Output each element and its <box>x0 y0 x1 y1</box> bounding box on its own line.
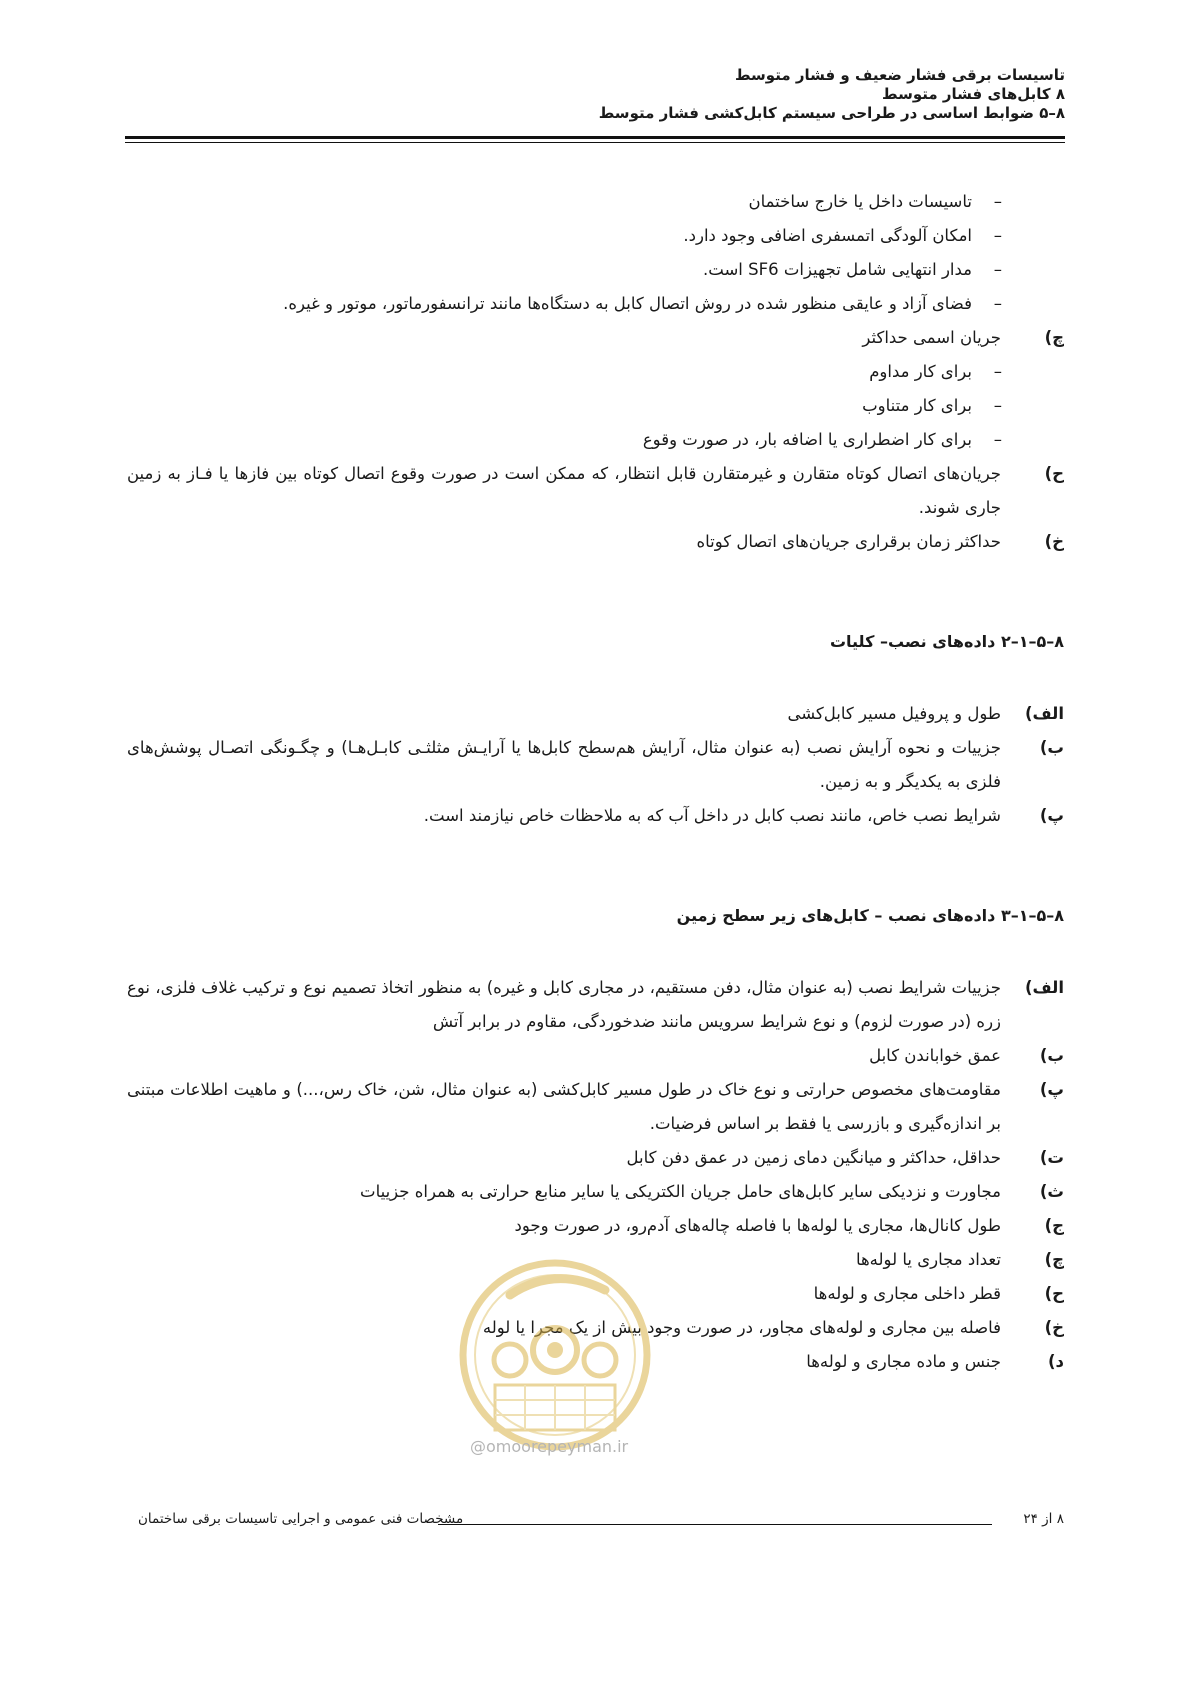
header-rule-thin <box>125 142 1065 143</box>
section-heading: ۸–۵–۱–۲ داده‌های نصب– کلیات <box>829 632 1064 651</box>
dash-item <box>127 287 1064 321</box>
footer-title: مشخصات فنی عمومی و اجرایی تاسیسات برقی ساختمان <box>138 1511 464 1527</box>
list-marker: ح) <box>1044 1284 1064 1303</box>
header-title: تاسیسات برقی فشار ضعیف و فشار متوسط <box>734 66 1065 84</box>
dash-marker: – <box>993 226 1002 245</box>
list-marker: د) <box>1047 1352 1064 1371</box>
list-item-text: جنس و ماده مجاری و لوله‌ها <box>806 1352 1001 1371</box>
list-item <box>127 697 1064 731</box>
list-item-text: فاصله بین مجاری و لوله‌های مجاور، در صورت وجود بیش از یک مجرا یا لوله <box>482 1318 1001 1337</box>
list-item <box>127 1073 1064 1141</box>
header-chapter: ۸ کابل‌های فشار متوسط <box>882 85 1065 103</box>
dash-item-text: برای کار متناوب <box>862 396 972 415</box>
watermark-site-text: @omoorepeyman.ir <box>470 1437 629 1456</box>
list-item-text: حداکثر زمان برقراری جریان‌های اتصال کوتاه <box>696 532 1001 551</box>
list-marker: پ) <box>1039 1080 1064 1099</box>
dash-item-text: امکان آلودگی اتمسفری اضافی وجود دارد. <box>683 226 972 245</box>
list-item <box>127 731 1064 799</box>
dash-item <box>127 423 1064 457</box>
list-item-text: عمق خواباندن کابل <box>869 1046 1001 1065</box>
dash-marker: – <box>993 260 1002 279</box>
section-heading: ۸–۵–۱–۳ داده‌های نصب – کابل‌های زیر سطح زمین <box>676 906 1064 925</box>
page-body <box>127 185 1064 1379</box>
dash-item <box>127 219 1064 253</box>
list-marker: ج) <box>1044 1216 1064 1235</box>
list-marker: ح) <box>1044 464 1064 483</box>
page-number: ۸ از ۲۴ <box>1023 1511 1064 1527</box>
list-item <box>127 1141 1064 1175</box>
list-marker: خ) <box>1044 532 1064 551</box>
page-header <box>125 66 1065 123</box>
list-item <box>127 971 1064 1039</box>
list-item <box>127 1175 1064 1209</box>
list-item-text: مجاورت و نزدیکی سایر کابل‌های حامل جریان الکتریکی یا سایر منابع حرارتی به همراه جزییات <box>360 1182 1001 1201</box>
list-item-text: جریان اسمی حداکثر <box>862 328 1001 347</box>
list-marker: الف) <box>1024 978 1064 997</box>
list-item-text: طول کانال‌ها، مجاری یا لوله‌ها با فاصله چاله‌های آدم‌رو، در صورت وجود <box>514 1216 1001 1235</box>
list-marker: پ) <box>1039 806 1064 825</box>
list-item-text: جزییات شرایط نصب (به عنوان مثال، دفن مستقیم، در مجاری کابل و غیره) به منظور اتخاذ تصمیم نوع و ترکیب غلاف فلزی، نوع زره (در صورت لزوم) و نوع شرایط سرویس مانند ضدخوردگی، مقاوم در برابر آتش <box>127 978 1001 1031</box>
list-item <box>127 799 1064 833</box>
list-marker: ب) <box>1039 738 1064 757</box>
list-marker: ب) <box>1039 1046 1064 1065</box>
dash-item-text: مدار انتهایی شامل تجهیزات SF6 است. <box>703 260 972 279</box>
list-item-text: قطر داخلی مجاری و لوله‌ها <box>813 1284 1001 1303</box>
dash-item <box>127 389 1064 423</box>
dash-marker: – <box>993 430 1002 449</box>
list-item-text: جزییات و نحوه آرایش نصب (به عنوان مثال، آرایش هم‌سطح کابل‌ها یا آرایـش مثلثـی کابـل‌هـا) و چگـونگی اتصـال پوشش‌های فلزی به یکدیگر و به زمین. <box>127 738 1001 791</box>
list-marker: چ) <box>1044 328 1064 347</box>
list-item-text: جریان‌های اتصال کوتاه متقارن و غیرمتقارن قابل انتظار، که ممکن است در صورت وقوع اتصال کوتاه بین فازها یا فـاز به زمین جاری شوند. <box>127 464 1001 517</box>
list-item-text: تعداد مجاری یا لوله‌ها <box>855 1250 1001 1269</box>
dash-marker: – <box>993 396 1002 415</box>
dash-item <box>127 253 1064 287</box>
header-section: ۸–۵ ضوابط اساسی در طراحی سیستم کابل‌کشی فشار متوسط <box>598 104 1065 122</box>
list-marker: ت) <box>1039 1148 1064 1167</box>
dash-item <box>127 355 1064 389</box>
list-item-he <box>127 457 1064 525</box>
list-item <box>127 1039 1064 1073</box>
dash-item-text: برای کار اضطراری یا اضافه بار، در صورت وقوع <box>642 430 972 449</box>
dash-item-text: تاسیسات داخل یا خارج ساختمان <box>748 192 972 211</box>
dash-item <box>127 185 1064 219</box>
footer-rule <box>438 1524 992 1525</box>
dash-marker: – <box>993 362 1002 381</box>
list-item-text: مقاومت‌های مخصوص حرارتی و نوع خاک در طول مسیر کابل‌کشی (به عنوان مثال، شن، خاک رس،...) و ماهیت اطلاعات مبتنی بر اندازه‌گیری و بازرسی یا فقط بر اساس فرضیات. <box>127 1080 1001 1133</box>
list-marker: خ) <box>1044 1318 1064 1337</box>
list-marker: ث) <box>1039 1182 1064 1201</box>
list-marker: چ) <box>1044 1250 1064 1269</box>
dash-marker: – <box>993 294 1002 313</box>
list-marker: الف) <box>1024 704 1064 723</box>
page-footer <box>138 1511 1064 1535</box>
list-item-text: حداقل، حداکثر و میانگین دمای زمین در عمق دفن کابل <box>626 1148 1001 1167</box>
list-item-text: طول و پروفیل مسیر کابل‌کشی <box>787 704 1001 723</box>
dash-marker: – <box>993 192 1002 211</box>
list-item-khe <box>127 525 1064 559</box>
header-rule-thick <box>125 136 1065 139</box>
dash-item-text: برای کار مداوم <box>869 362 972 381</box>
list-item-che <box>127 321 1064 355</box>
list-item <box>127 1209 1064 1243</box>
list-item-text: شرایط نصب خاص، مانند نصب کابل در داخل آب که به ملاحظات خاص نیازمند است. <box>423 806 1001 825</box>
dash-item-text: فضای آزاد و عایقی منظور شده در روش اتصال کابل به دستگاه‌ها مانند ترانسفورماتور، موتور و غیره. <box>283 294 972 313</box>
